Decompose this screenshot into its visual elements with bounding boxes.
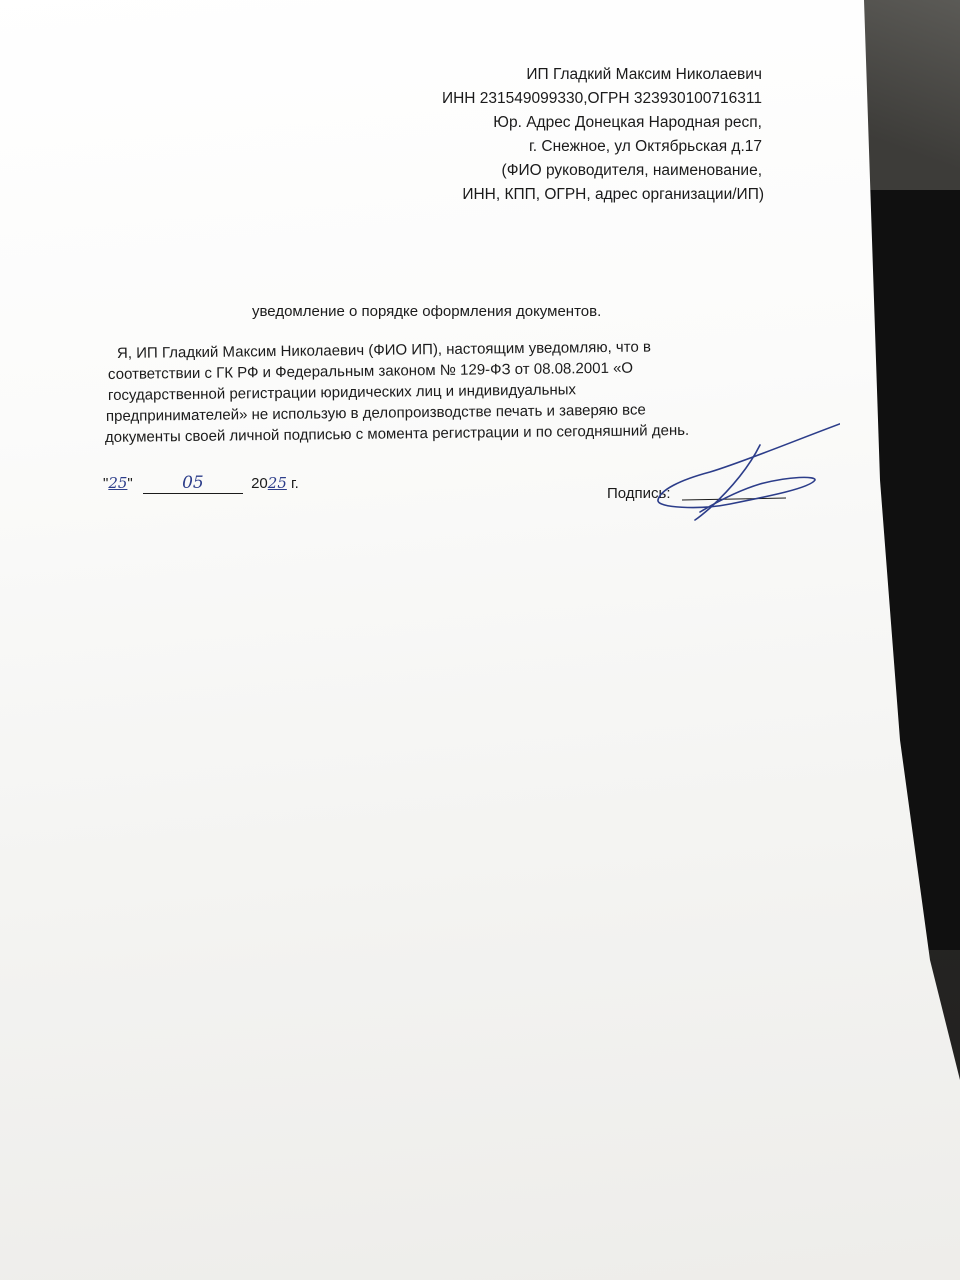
date-year-suffix: 25 (267, 474, 287, 492)
header-line-5: (ФИО руководителя, наименование, (501, 162, 762, 179)
header-line-3: Юр. Адрес Донецкая Народная респ, (493, 114, 762, 131)
date-year-prefix: 20 (251, 475, 268, 492)
date-open-quote: " (103, 475, 109, 492)
body-line-5: документы своей личной подписью с момента регистрации и по сегодняшний день. (104, 421, 690, 446)
header-line-1: ИП Гладкий Максим Николаевич (526, 66, 762, 83)
body-line-4: предпринимателей» не использую в делопроизводстве печать и заверяю все (105, 401, 646, 425)
header-line-6: ИНН, КПП, ОГРН, адрес организации/ИП) (462, 186, 764, 203)
header-line-2: ИНН 231549099330,ОГРН 323930100716311 (441, 90, 762, 107)
date-year-unit: г. (291, 475, 299, 492)
body-line-1: Я, ИП Гладкий Максим Николаевич (ФИО ИП), настоящим уведомляю, что в (116, 338, 651, 362)
date-month: 05 (182, 473, 204, 493)
date-day: 25 (108, 474, 128, 492)
header-line-4: г. Снежное, ул Октябрьская д.17 (529, 138, 762, 155)
body-line-2: соответствии с ГК РФ и Федеральным законом № 129-ФЗ от 08.08.2001 «О (107, 359, 634, 383)
date-close-quote: " (127, 475, 133, 492)
signature-line (682, 498, 786, 500)
date-line (103, 473, 299, 494)
signature-stroke-main (658, 410, 840, 512)
body-line-3: государственной регистрации юридических лиц и индивидуальных (107, 381, 577, 404)
date-month-field (143, 473, 243, 494)
signature-mark (640, 400, 840, 530)
document-title: уведомление о порядке оформления документов. (252, 303, 602, 320)
signature-label: Подпись: (607, 485, 671, 502)
